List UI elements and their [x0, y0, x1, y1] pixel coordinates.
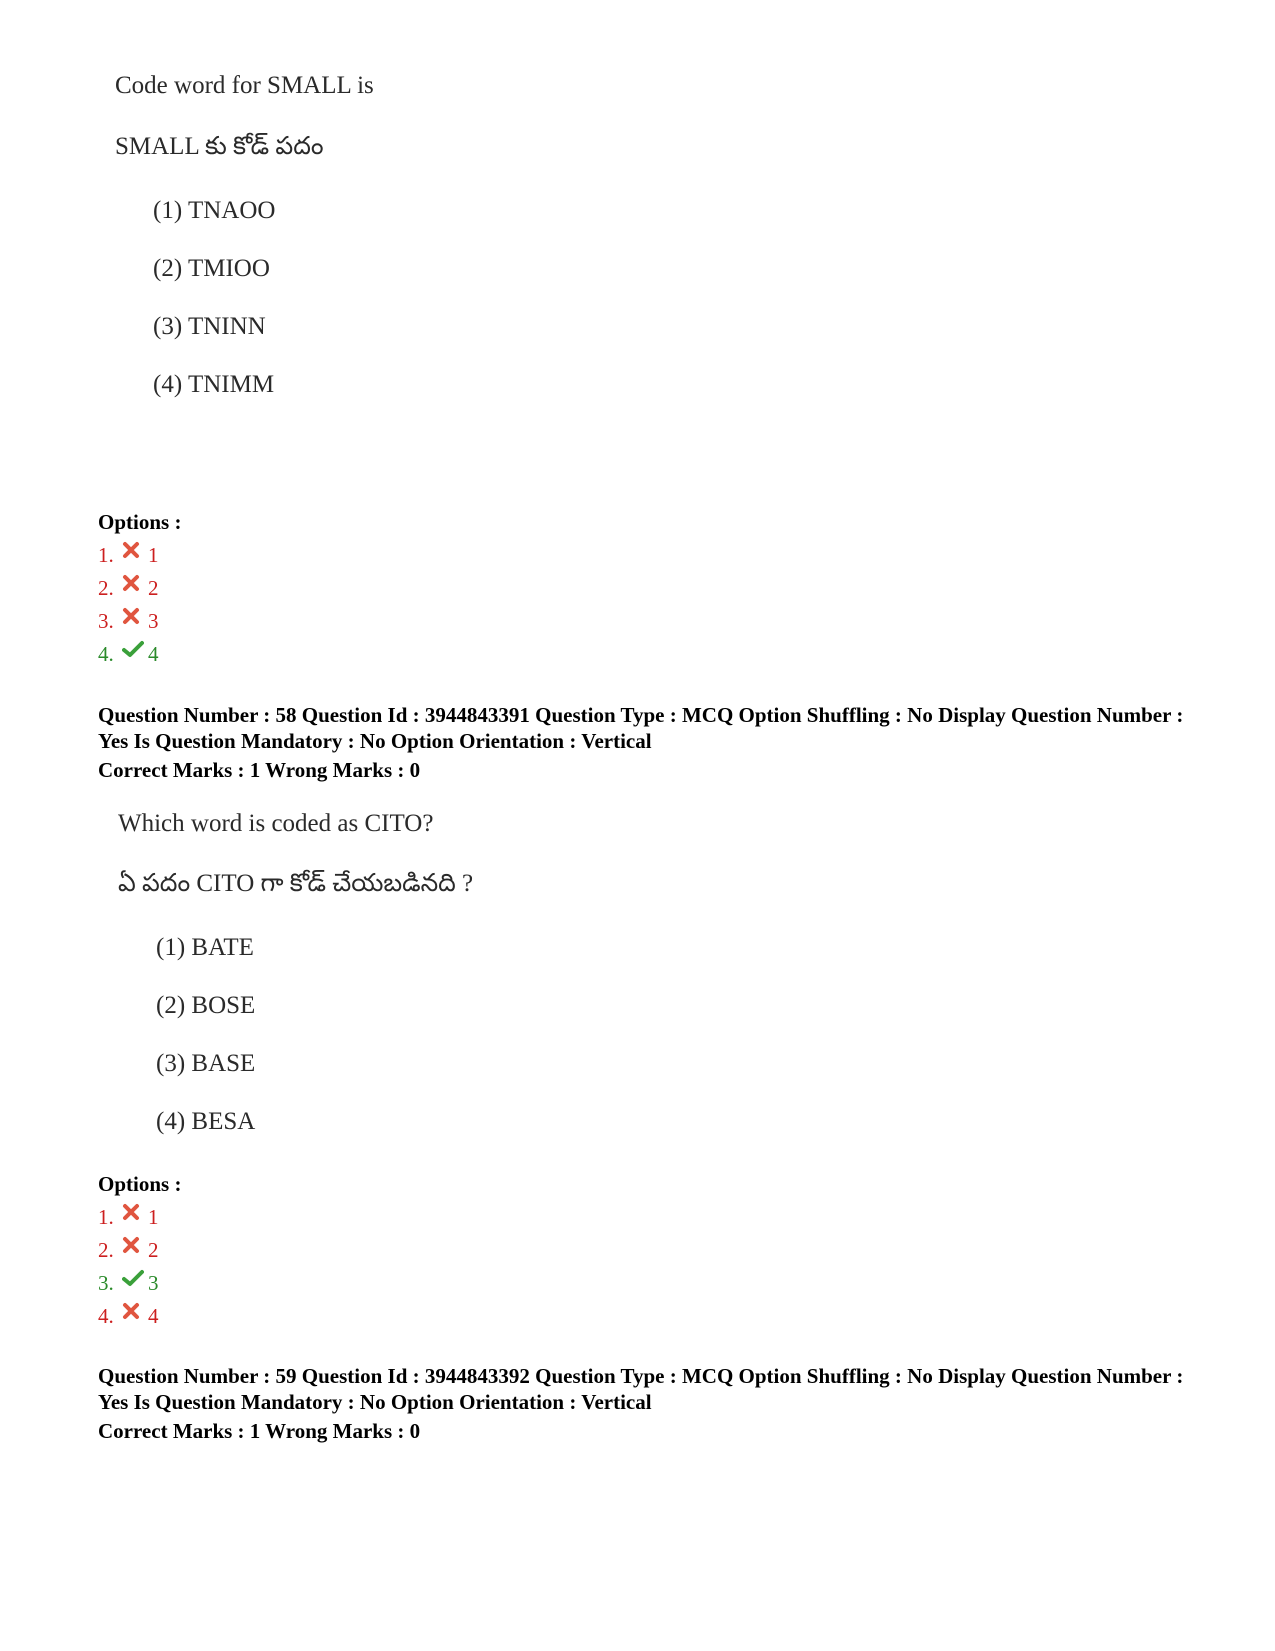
choice-2: (2) BOSE — [156, 992, 256, 1019]
choice-1: (1) BATE — [156, 934, 254, 961]
option-value: 4 — [148, 642, 159, 666]
cross-icon — [122, 573, 148, 593]
cross-icon — [122, 1235, 148, 1255]
option-row — [98, 576, 159, 601]
option-value: 4 — [148, 1304, 159, 1328]
choice-4: (4) BESA — [156, 1108, 256, 1135]
choice-3: (3) TNINN — [153, 313, 266, 340]
choice-3: (3) BASE — [156, 1050, 256, 1077]
check-icon — [122, 639, 148, 659]
choice-4: (4) TNIMM — [153, 371, 275, 398]
cross-icon — [122, 540, 148, 560]
choice-1: (1) TNAOO — [153, 197, 276, 224]
option-value: 2 — [148, 576, 159, 600]
cross-icon — [122, 1202, 148, 1222]
option-number: 3. — [98, 609, 114, 633]
option-row — [98, 642, 159, 667]
cross-icon — [122, 606, 148, 626]
option-number: 1. — [98, 543, 114, 567]
option-value: 1 — [148, 1205, 159, 1229]
option-number: 3. — [98, 1271, 114, 1295]
option-value: 3 — [148, 609, 159, 633]
option-number: 2. — [98, 576, 114, 600]
choice-2: (2) TMIOO — [153, 255, 270, 282]
option-value: 2 — [148, 1238, 159, 1262]
question-59-marks: Correct Marks : 1 Wrong Marks : 0 — [98, 1419, 421, 1443]
option-number: 4. — [98, 642, 114, 666]
option-row — [98, 609, 159, 634]
question-58-meta: Question Number : 58 Question Id : 3944843391 Question Type : MCQ Option Shuffling : No Display Question Number : Yes Is Question Mandatory : No Option Orientation : Vertical — [98, 703, 1184, 753]
options-label: Options : — [98, 510, 182, 534]
question-text-te: ఏ పదం CITO గా కోడ్ చేయబడినది ? — [118, 870, 474, 897]
option-number: 2. — [98, 1238, 114, 1262]
option-row — [98, 1205, 159, 1230]
question-59-meta: Question Number : 59 Question Id : 3944843392 Question Type : MCQ Option Shuffling : No Display Question Number : Yes Is Question Mandatory : No Option Orientation : Vertical — [98, 1364, 1184, 1414]
question-text-en: Code word for SMALL is — [115, 72, 374, 99]
option-row — [98, 1304, 159, 1329]
option-row — [98, 543, 159, 568]
options-label: Options : — [98, 1172, 182, 1196]
option-number: 4. — [98, 1304, 114, 1328]
question-text-en: Which word is coded as CITO? — [118, 810, 434, 837]
question-58-marks: Correct Marks : 1 Wrong Marks : 0 — [98, 758, 421, 782]
option-value: 1 — [148, 543, 159, 567]
check-icon — [122, 1268, 148, 1288]
cross-icon — [122, 1301, 148, 1321]
question-text-te: SMALL కు కోడ్ పదం — [115, 133, 324, 160]
option-value: 3 — [148, 1271, 159, 1295]
option-number: 1. — [98, 1205, 114, 1229]
option-row — [98, 1238, 159, 1263]
option-row — [98, 1271, 159, 1296]
